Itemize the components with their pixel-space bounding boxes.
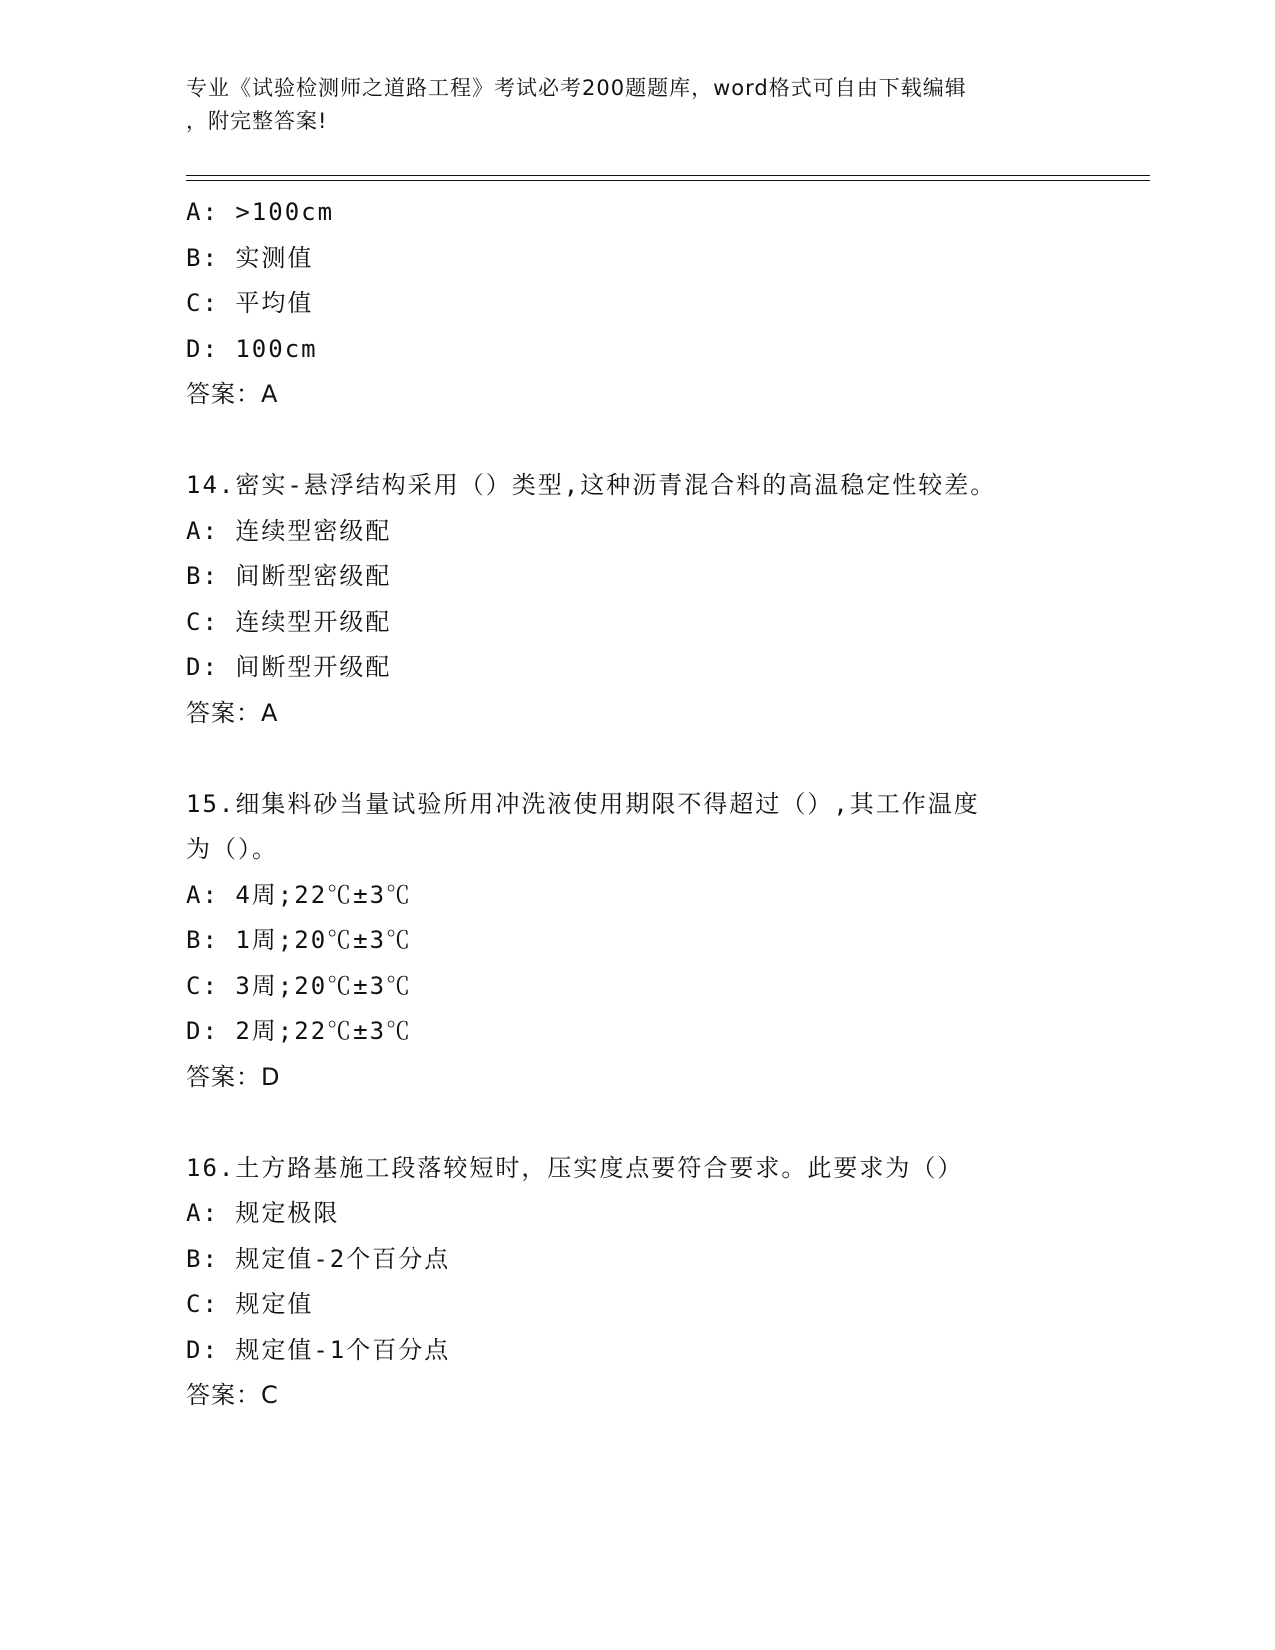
spacer: [186, 736, 1086, 782]
header-divider-top: [186, 175, 1150, 176]
option-c: C: 平均值: [186, 289, 314, 317]
header-divider-bottom: [186, 180, 1150, 181]
document-header: [186, 72, 1066, 138]
question-list: [186, 190, 1086, 1419]
option-b: B: 1周;20℃±3℃: [186, 926, 413, 954]
option-b: B: 间断型密级配: [186, 562, 392, 590]
option-d: D: 间断型开级配: [186, 653, 392, 681]
option-d: D: 100cm: [186, 334, 318, 363]
option-b: B: 实测值: [186, 243, 314, 272]
question-15: [186, 782, 1086, 1101]
answer-line: 答案：A: [186, 698, 279, 727]
option-d: D: 规定值-1个百分点: [186, 1335, 451, 1364]
option-a: A: 规定极限: [186, 1199, 340, 1227]
option-a: A: 连续型密级配: [186, 516, 392, 545]
answer-line: 答案：C: [186, 1381, 279, 1409]
answer-line: 答案：D: [186, 1062, 281, 1091]
header-title-line2: ，附完整答案!: [186, 109, 328, 133]
option-c: C: 3周;20℃±3℃: [186, 971, 413, 1000]
option-d: D: 2周;22℃±3℃: [186, 1017, 413, 1045]
option-c: C: 连续型开级配: [186, 607, 392, 636]
option-b: B: 规定值-2个百分点: [186, 1244, 451, 1273]
spacer: [186, 1100, 1086, 1146]
question-13: [186, 190, 1086, 418]
question-16: [186, 1146, 1086, 1419]
option-c: C: 规定值: [186, 1290, 314, 1318]
question-stem: 14.密实-悬浮结构采用（）类型,这种沥青混合料的高温稳定性较差。: [186, 471, 997, 499]
question-stem-line1: 15.细集料砂当量试验所用冲洗液使用期限不得超过（）,其工作温度: [186, 789, 980, 818]
question-stem: 16.土方路基施工段落较短时，压实度点要符合要求。此要求为（）: [186, 1153, 964, 1182]
option-a: A: 4周;22℃±3℃: [186, 880, 413, 909]
question-stem-line2: 为（）。: [186, 835, 278, 863]
header-title-line1: 专业《试验检测师之道路工程》考试必考200题题库，word格式可自由下载编辑: [186, 76, 967, 100]
spacer: [186, 418, 1086, 464]
option-a: A: >100cm: [186, 198, 335, 226]
answer-line: 答案：A: [186, 380, 279, 408]
question-14: [186, 463, 1086, 736]
